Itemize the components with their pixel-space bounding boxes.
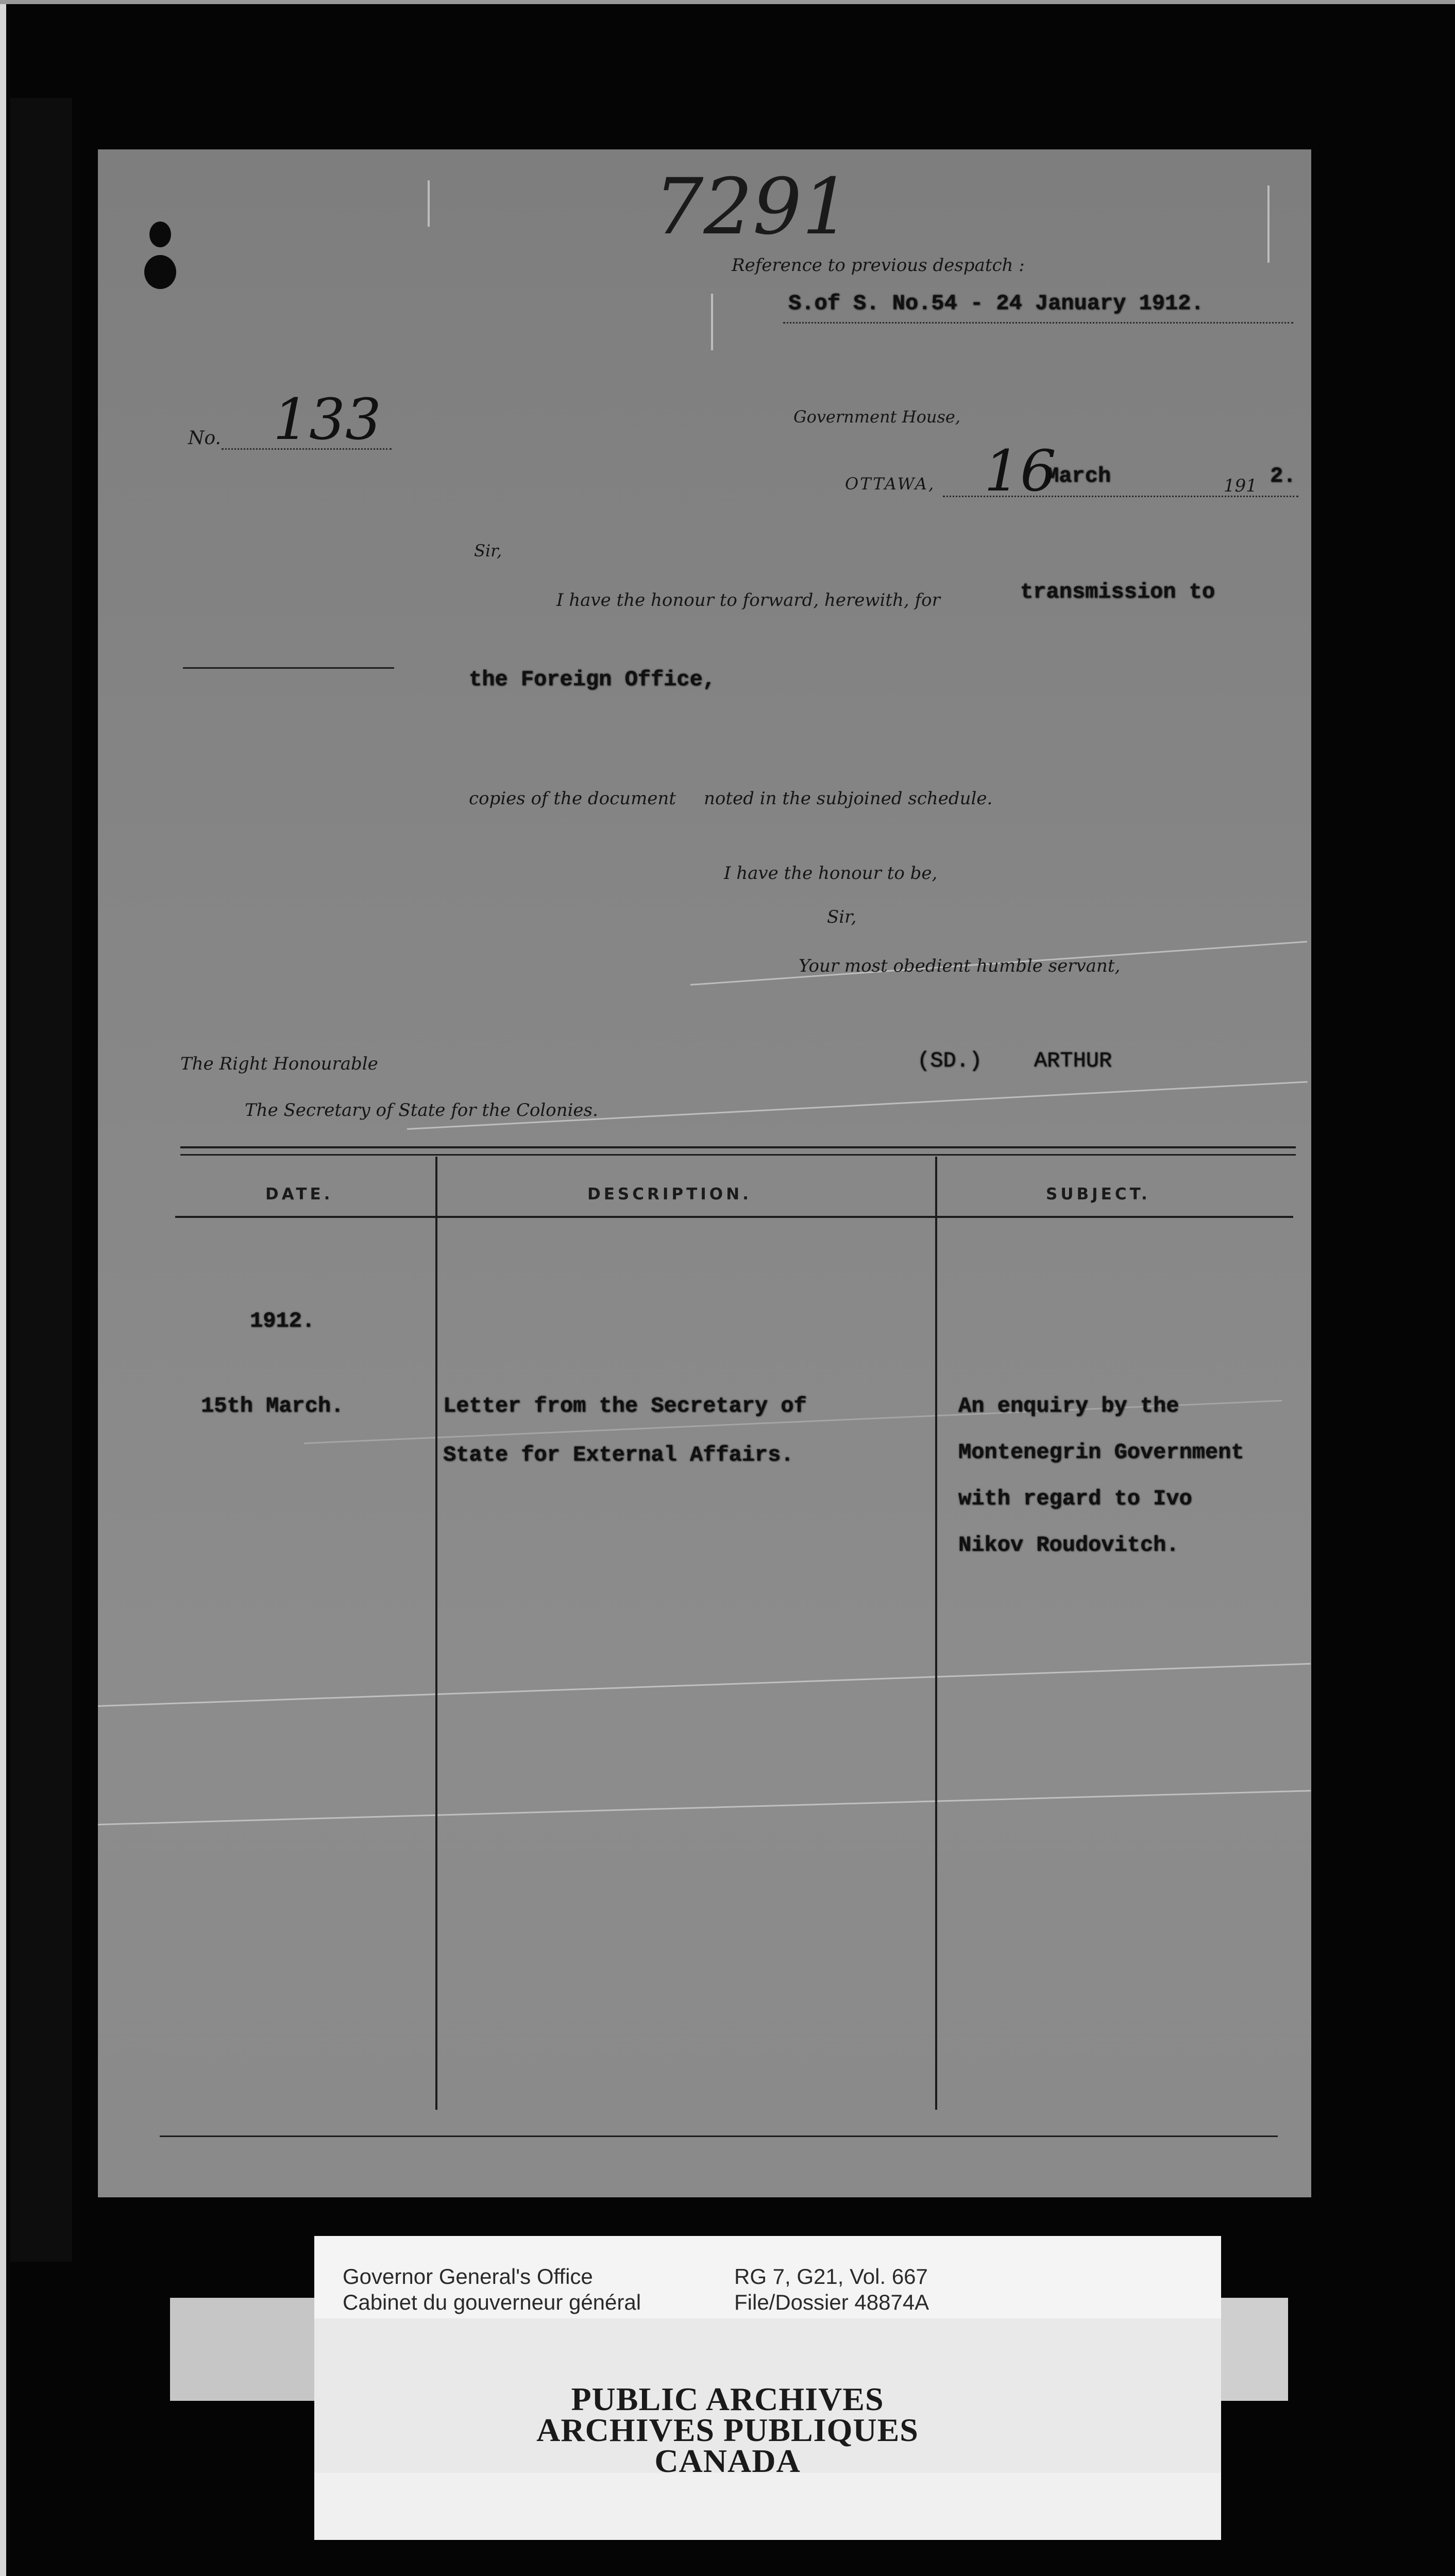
- reference-label: Reference to previous despatch :: [732, 255, 1025, 276]
- closing-line-2: Sir,: [827, 907, 857, 927]
- schedule-subject-line: Nikov Roudovitch.: [958, 1533, 1179, 1557]
- despatch-page: [98, 149, 1311, 2197]
- schedule-top-rule: [180, 1154, 1296, 1156]
- column-header-date: DATE.: [265, 1185, 333, 1204]
- schedule-subject-line: Montenegrin Government: [958, 1440, 1244, 1465]
- date-dotline: [943, 496, 1298, 497]
- column-header-subject: SUBJECT.: [1046, 1185, 1151, 1204]
- schedule-description-line: Letter from the Secretary of: [443, 1394, 807, 1418]
- closing-line-3: Your most obedient humble servant,: [799, 956, 1121, 976]
- body-typed-1: transmission to: [1020, 580, 1215, 604]
- film-edge: [0, 0, 6, 2576]
- film-scratch: [711, 294, 713, 350]
- film-edge: [0, 0, 1455, 4]
- body-line-2: copies of the document noted in the subjoined schedule.: [469, 788, 993, 809]
- archive-office-en: Governor General's Office: [343, 2264, 593, 2289]
- punch-hole: [144, 255, 176, 289]
- archive-file: File/Dossier 48874A: [734, 2290, 929, 2314]
- signature: (SD.) ARTHUR: [917, 1048, 1112, 1073]
- schedule-subject-line: with regard to Ivo: [958, 1486, 1192, 1511]
- date-year-prefix: 191: [1224, 476, 1257, 496]
- closing-line-1: I have the honour to be,: [724, 863, 938, 884]
- reference-value: S.of S. No.54 - 24 January 1912.: [788, 291, 1204, 316]
- file-number-handwritten: 7291: [654, 162, 851, 252]
- archive-stamp-line-2: ARCHIVES PUBLIQUES: [536, 2412, 919, 2448]
- film-scratch: [98, 1663, 1311, 1707]
- schedule-date: 15th March.: [201, 1394, 344, 1418]
- schedule-column-divider: [935, 1157, 937, 2110]
- schedule-bottom-rule: [160, 2136, 1278, 2137]
- schedule-description-line: State for External Affairs.: [443, 1443, 794, 1467]
- number-label: No.: [188, 428, 221, 449]
- schedule-top-rule: [180, 1146, 1296, 1148]
- film-scratch: [98, 1790, 1311, 1825]
- schedule-header-rule: [175, 1216, 1293, 1218]
- addressee-line-2: The Secretary of State for the Colonies.: [245, 1100, 598, 1121]
- film-scratch: [428, 180, 430, 227]
- archive-stamp-line-1: PUBLIC ARCHIVES: [571, 2381, 884, 2417]
- film-scratch: [1267, 185, 1270, 263]
- date-month: March: [1046, 464, 1111, 488]
- schedule-subject-line: An enquiry by the: [958, 1394, 1179, 1418]
- column-header-description: DESCRIPTION.: [587, 1185, 752, 1204]
- date-year-suffix: 2.: [1270, 464, 1296, 488]
- punch-hole: [149, 222, 171, 247]
- date-day-handwritten: 16: [984, 438, 1056, 504]
- place-label: Government House,: [793, 407, 960, 427]
- addressee-line-1: The Right Honourable: [180, 1054, 378, 1074]
- number-value: 133: [273, 386, 381, 452]
- margin-rule: [183, 667, 394, 669]
- archive-stamp-line-3: CANADA: [654, 2443, 801, 2479]
- archive-label-bottom: [314, 2473, 1221, 2540]
- number-dotline: [222, 448, 392, 450]
- schedule-year: 1912.: [250, 1309, 315, 1333]
- archive-reference: RG 7, G21, Vol. 667: [734, 2264, 928, 2289]
- archive-office-fr: Cabinet du gouverneur général: [343, 2290, 641, 2314]
- salutation: Sir,: [474, 541, 502, 561]
- film-gap: [10, 98, 72, 2262]
- body-typed-2: the Foreign Office,: [469, 667, 716, 692]
- reference-dotline: [783, 322, 1293, 324]
- body-line-1: I have the honour to forward, herewith, for: [556, 590, 940, 611]
- schedule-column-divider: [435, 1157, 437, 2110]
- city-label: OTTAWA,: [845, 474, 936, 494]
